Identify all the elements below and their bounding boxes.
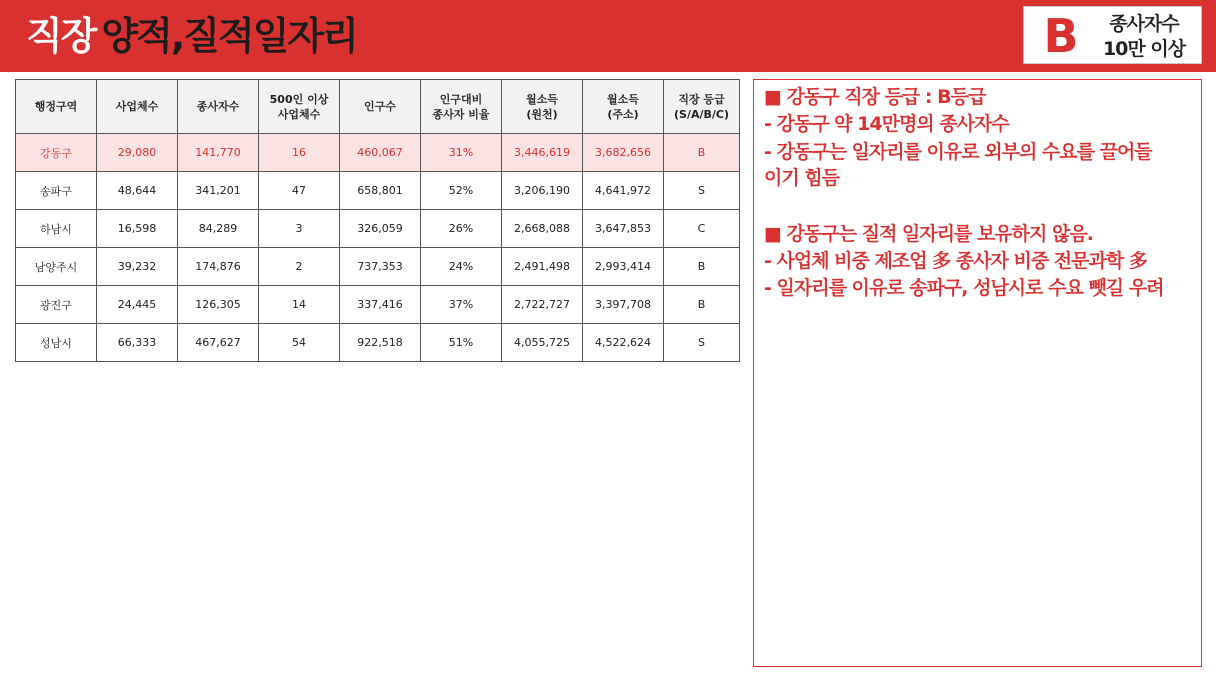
cell-employee-ratio: 51% [421,324,502,362]
table-row [16,248,740,286]
cell-population: 922,518 [340,324,421,362]
col-header-businesses: 사업체수 [97,80,178,134]
cell-income-source: 4,055,725 [502,324,583,362]
table-row-highlighted [16,134,740,172]
cell-population: 326,059 [340,210,421,248]
cell-large-businesses: 54 [259,324,340,362]
cell-income-source: 2,722,727 [502,286,583,324]
table-row [16,210,740,248]
cell-job-grade: B [664,134,740,172]
analysis-notes-panel [753,79,1202,667]
cell-large-businesses: 2 [259,248,340,286]
cell-region: 송파구 [16,172,97,210]
cell-region: 강동구 [16,134,97,172]
col-header-job-grade: 직장 등급 (S/A/B/C) [664,80,740,134]
note-item: - 강동구 약 14만명의 종사자수 [764,113,1009,135]
cell-job-grade: S [664,172,740,210]
grade-criteria-line1: 종사자수 [1109,13,1179,35]
cell-income-source: 2,491,498 [502,248,583,286]
cell-region: 하남시 [16,210,97,248]
cell-large-businesses: 47 [259,172,340,210]
cell-employee-ratio: 26% [421,210,502,248]
cell-job-grade: B [664,248,740,286]
comparison-table [15,79,740,362]
page-title-part2: 양적,질적일자리 [101,14,357,58]
cell-large-businesses: 16 [259,134,340,172]
cell-businesses: 66,333 [97,324,178,362]
cell-large-businesses: 14 [259,286,340,324]
cell-employees: 174,876 [178,248,259,286]
col-header-income-address: 월소득 (주소) [583,80,664,134]
col-header-income-source: 월소득 (원천) [502,80,583,134]
grade-criteria [1094,12,1194,62]
col-header-employees: 종사자수 [178,80,259,134]
cell-job-grade: S [664,324,740,362]
table-row [16,286,740,324]
cell-businesses: 48,644 [97,172,178,210]
col-header-large-businesses: 500인 이상 사업체수 [259,80,340,134]
cell-income-source: 3,206,190 [502,172,583,210]
cell-employee-ratio: 37% [421,286,502,324]
cell-population: 337,416 [340,286,421,324]
cell-income-address: 3,647,853 [583,210,664,248]
cell-population: 658,801 [340,172,421,210]
col-header-employee-ratio: 인구대비 종사자 비율 [421,80,502,134]
cell-employee-ratio: 31% [421,134,502,172]
cell-population: 737,353 [340,248,421,286]
grade-letter: B [1043,9,1079,63]
cell-employee-ratio: 52% [421,172,502,210]
table-row [16,324,740,362]
note-quality-heading: ■ 강동구는 질적 일자리를 보유하지 않음. [764,223,1093,245]
cell-income-address: 4,522,624 [583,324,664,362]
cell-employee-ratio: 24% [421,248,502,286]
cell-income-address: 4,641,972 [583,172,664,210]
note-item-continued: 이기 힘듬 [764,167,840,189]
cell-income-source: 3,446,619 [502,134,583,172]
cell-large-businesses: 3 [259,210,340,248]
cell-population: 460,067 [340,134,421,172]
cell-employees: 141,770 [178,134,259,172]
cell-region: 성남시 [16,324,97,362]
header-bar [0,0,1216,72]
note-item: - 일자리를 이유로 송파구, 성남시로 수요 뺏길 우려 [764,277,1164,299]
cell-employees: 84,289 [178,210,259,248]
cell-job-grade: B [664,286,740,324]
grade-criteria-line2: 10만 이상 [1102,38,1186,60]
col-header-region: 행정구역 [16,80,97,134]
table-row [16,172,740,210]
cell-job-grade: C [664,210,740,248]
cell-income-source: 2,668,088 [502,210,583,248]
cell-income-address: 3,682,656 [583,134,664,172]
cell-region: 광진구 [16,286,97,324]
cell-income-address: 2,993,414 [583,248,664,286]
cell-employees: 126,305 [178,286,259,324]
page-title-part1: 직장 [26,14,96,58]
cell-employees: 467,627 [178,324,259,362]
note-grade-heading: ■ 강동구 직장 등급 : B등급 [764,86,986,108]
cell-businesses: 16,598 [97,210,178,248]
cell-employees: 341,201 [178,172,259,210]
grade-badge [1023,6,1202,64]
col-header-population: 인구수 [340,80,421,134]
cell-businesses: 39,232 [97,248,178,286]
table-header-row [16,80,740,134]
cell-businesses: 24,445 [97,286,178,324]
note-item: - 사업체 비중 제조업 多 종사자 비중 전문과학 多 [764,250,1147,272]
note-item: - 강동구는 일자리를 이유로 외부의 수요를 끌어들 [764,141,1152,163]
page-title [26,10,357,62]
cell-region: 남양주시 [16,248,97,286]
cell-income-address: 3,397,708 [583,286,664,324]
cell-businesses: 29,080 [97,134,178,172]
